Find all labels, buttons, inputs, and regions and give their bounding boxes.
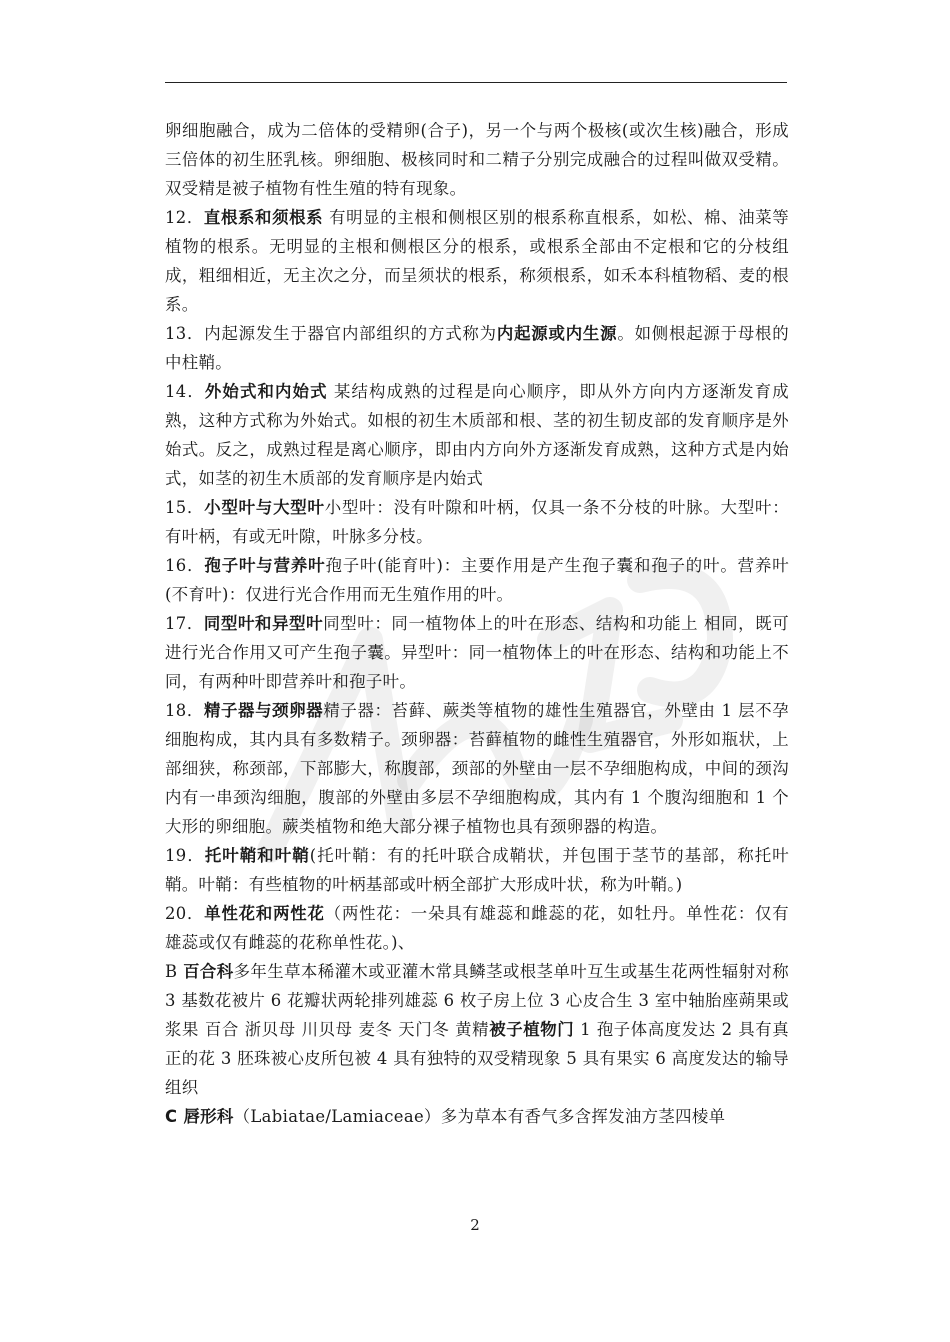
term-heading: 百合科 [183, 962, 234, 981]
term-heading: 孢子叶与营养叶 [204, 556, 326, 575]
document-body [165, 116, 789, 1131]
text-run: 精子器：苔藓、蕨类等植物的雄性生殖器官，外壁由 1 层不孕细胞构成，其内具有多数精子。颈卵器：苔藓植物的雌性生殖器官，外形如瓶状，上部细狭，称颈部，下部膨大，称腹部，颈部的外壁由一层不孕细胞构成，中间的颈沟内有一串颈沟细胞，腹部的外壁由多层不孕细胞构成，其内有 1 个腹沟细胞和 1 个大形的卵细胞。蕨类植物和绝大部分裸子植物也具有颈卵器的构造。 [165, 701, 789, 836]
text-run: 16． [165, 556, 205, 575]
text-run: 同型叶：同一植物体上的叶在形态、结构和功能上 相同，既可进行光合作用又可产生孢子囊。异型叶：同一植物体上的叶在形态、结构和功能上不同，有两种叶即营养叶和孢子叶。 [165, 614, 789, 691]
text-run: B [165, 962, 184, 981]
paragraph [165, 493, 789, 551]
text-run: 15． [165, 498, 205, 517]
paragraph [165, 841, 789, 899]
paragraph [165, 116, 789, 203]
paragraph [165, 957, 789, 1102]
term-heading: 被子植物门 [489, 1020, 575, 1039]
text-run: 18． [165, 701, 204, 720]
text-run: （两性花：一朵具有雄蕊和雌蕊的花，如牡丹。单性花：仅有雄蕊或仅有雌蕊的花称单性花。)、 [165, 904, 789, 952]
text-run: 孢子叶(能育叶)：主要作用是产生孢子囊和孢子的叶。营养叶(不育叶)：仅进行光合作用而无生殖作用的叶。 [165, 556, 789, 604]
term-heading: 外始式和内始式 [204, 382, 328, 401]
paragraph [165, 1102, 789, 1131]
paragraph [165, 203, 789, 319]
term-heading: 内起源或内生源 [496, 324, 618, 343]
paragraph [165, 696, 789, 841]
header-rule [165, 82, 787, 83]
text-run: （Labiatae/Lamiaceae）多为草本有香气多含挥发油方茎四棱单 [233, 1107, 726, 1126]
text-run: 20． [165, 904, 205, 923]
text-run: 19． [165, 846, 205, 865]
term-heading: 同型叶和异型叶 [203, 614, 324, 633]
text-run: 12． [165, 208, 204, 227]
text-run: 17． [165, 614, 204, 633]
text-run: 某结构成熟的过程是向心顺序，即从外方向内方逐渐发育成熟，这种方式称为外始式。如根的初生木质部和根、茎的初生韧皮部的发育顺序是外始式。反之，成熟过程是离心顺序，即由内方向外方逐渐发育成熟，这种方式是内始式，如茎的初生木质部的发育顺序是内始式 [165, 382, 789, 488]
text-run: 多年生草本稀灌木或亚灌木常具鳞茎或根茎单叶互生或基生花两性辐射对称 3 基数花被片 6 花瓣状两轮排列雄蕊 6 枚子房上位 3 心皮合生 3 室中轴胎座蒴果或浆果 百合 浙贝母 川贝母 麦冬 天门冬 黄精 [165, 962, 789, 1039]
paragraph [165, 609, 789, 696]
page-number: 2 [470, 1216, 480, 1234]
paragraph [165, 551, 789, 609]
term-heading: 直根系和须根系 [203, 208, 324, 227]
text-run: 14． [165, 382, 205, 401]
term-heading: C [165, 1107, 184, 1126]
term-heading: 托叶鞘和叶鞘 [204, 846, 310, 865]
paragraph [165, 377, 789, 493]
text-run: 。如侧根起源于母根的中柱鞘。 [165, 324, 790, 372]
text-run: 小型叶：没有叶隙和叶柄，仅具一条不分枝的叶脉。大型叶：有叶柄，有或无叶隙，叶脉多分枝。 [165, 498, 789, 546]
text-run: 13．内起源发生于器官内部组织的方式称为 [165, 324, 497, 343]
term-heading: 精子器与颈卵器 [203, 701, 324, 720]
text-run: 1 孢子体高度发达 2 具有真正的花 3 胚珠被心皮所包被 4 具有独特的双受精现象 5 具有果实 6 高度发达的输导组织 [165, 1020, 790, 1097]
text-run: (托叶鞘：有的托叶联合成鞘状，并包围于茎节的基部，称托叶鞘。叶鞘：有些植物的叶柄基部或叶柄全部扩大形成叶状，称为叶鞘。) [165, 846, 789, 894]
paragraph [165, 319, 789, 377]
term-heading: 唇形科 [183, 1107, 234, 1126]
text-run: 卵细胞融合，成为二倍体的受精卵(合子)，另一个与两个极核(或次生核)融合，形成三倍体的初生胚乳核。卵细胞、极核同时和二精子分别完成融合的过程叫做双受精。双受精是被子植物有性生殖的特有现象。 [165, 121, 789, 198]
text-run: 有明显的主根和侧根区别的根系称直根系，如松、棉、油菜等植物的根系。无明显的主根和侧根区分的根系，或根系全部由不定根和它的分枝组成，粗细相近，无主次之分，而呈须状的根系，称须根系，如禾本科植物稻、麦的根系。 [165, 208, 789, 314]
term-heading: 单性花和两性花 [204, 904, 325, 923]
term-heading: 小型叶与大型叶 [204, 498, 325, 517]
paragraph [165, 899, 789, 957]
